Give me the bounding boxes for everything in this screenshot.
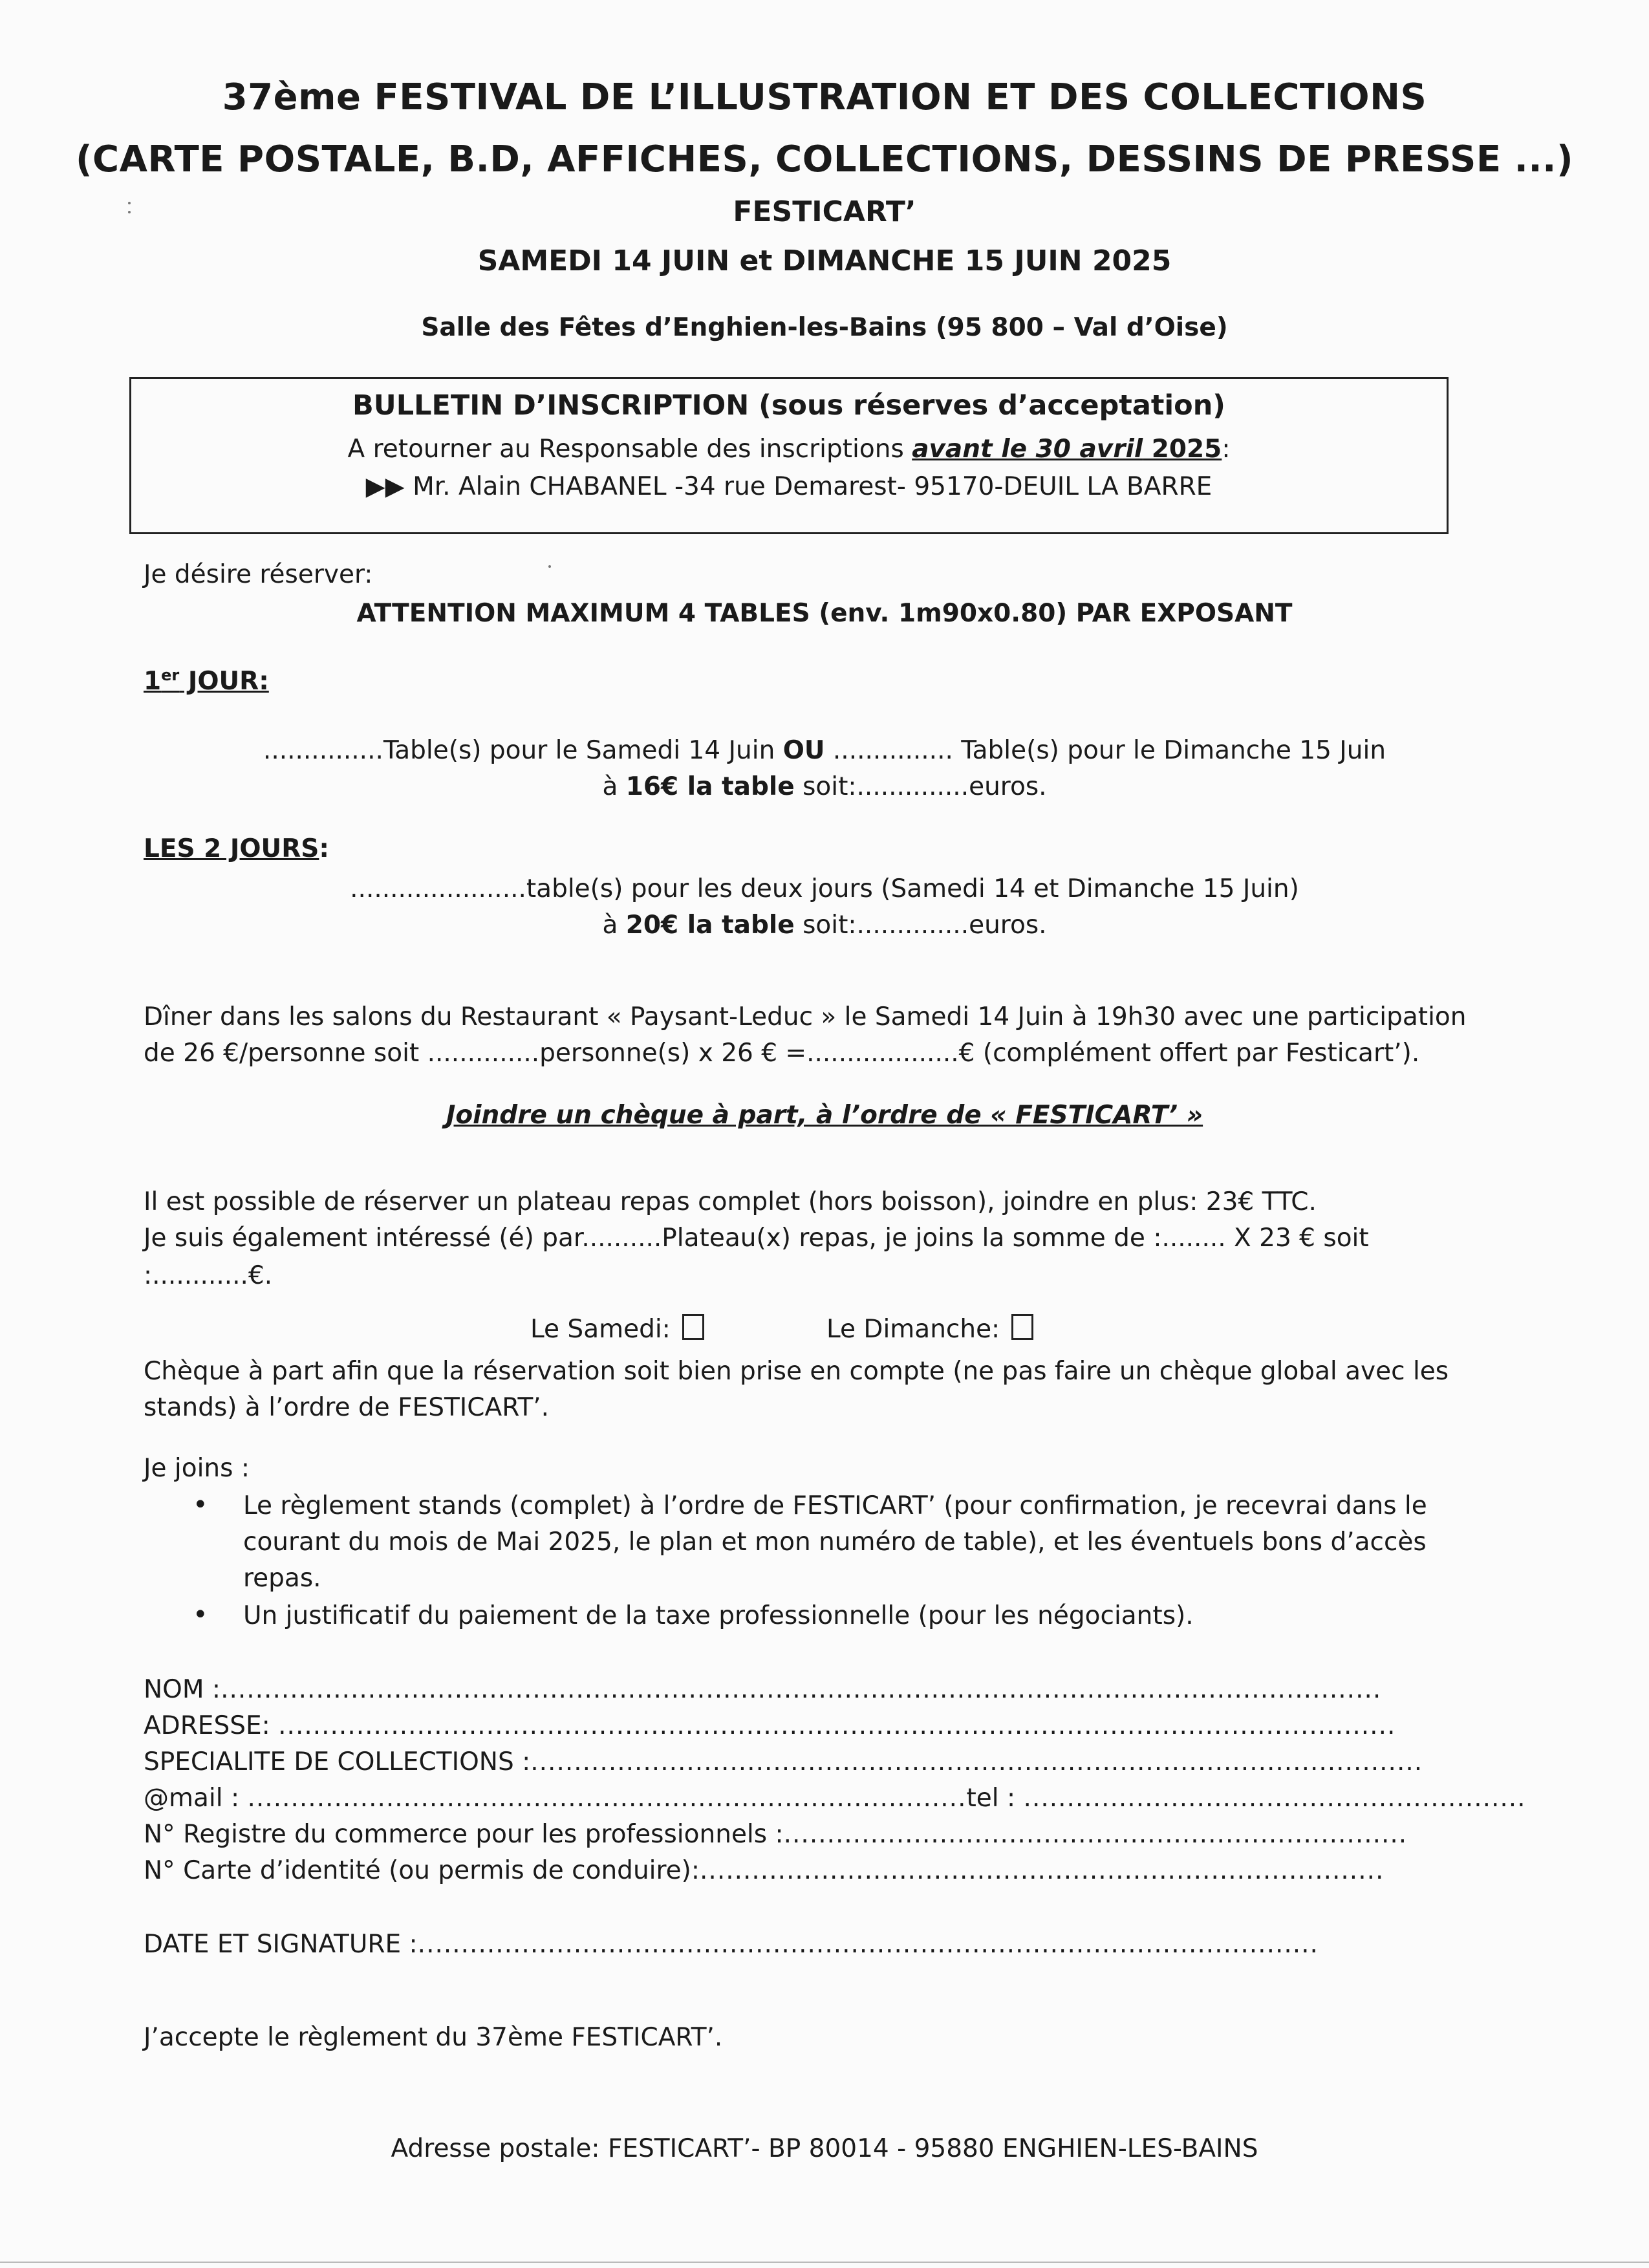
attachments-intro: Je joins : xyxy=(144,1454,250,1483)
day1-price-line xyxy=(0,772,1649,801)
tel-label: tel : xyxy=(966,1784,1016,1813)
acceptance-statement: J’accepte le règlement du 37ème FESTICART’. xyxy=(144,2023,723,2052)
saturday-label: Le Samedi: xyxy=(530,1315,671,1344)
registre-dots: ........................................................................ xyxy=(783,1820,1408,1849)
carte-field[interactable] xyxy=(144,1856,1384,1885)
adresse-label: ADRESSE: xyxy=(144,1711,270,1740)
meal-line-3: :............€. xyxy=(144,1261,273,1290)
cheque-note: Joindre un chèque à part, à l’ordre de « FESTICART’ » xyxy=(446,1101,1203,1130)
nom-dots: ...................................................................................................................................... xyxy=(221,1675,1382,1704)
return-suffix: : xyxy=(1222,435,1231,464)
nom-label: NOM : xyxy=(144,1675,221,1704)
day1-or: OU xyxy=(782,736,825,765)
day1-saturday-field: ...............Table(s) pour le Samedi 14 Juin xyxy=(263,736,783,765)
day1-label-number: 1 xyxy=(144,667,162,696)
adresse-field[interactable] xyxy=(144,1711,1396,1740)
day1-price: 16€ la table xyxy=(625,772,795,801)
day1-label-sup: er xyxy=(161,666,180,684)
bullet-icon: • xyxy=(193,1490,208,1520)
arrow-icon: ▶▶ xyxy=(365,472,405,501)
bullet-icon: • xyxy=(193,1600,208,1630)
attachment-1-line-3: repas. xyxy=(243,1564,321,1593)
registre-field[interactable] xyxy=(144,1820,1407,1849)
day1-label xyxy=(144,666,269,696)
mail-label: @mail : xyxy=(144,1784,240,1813)
return-address xyxy=(131,472,1447,501)
date-signature-dots: ........................................................................................................ xyxy=(417,1930,1319,1959)
address-text: Mr. Alain CHABANEL -34 rue Demarest- 95170-DEUIL LA BARRE xyxy=(413,472,1212,501)
venue: Salle des Fêtes d’Enghien-les-Bains (95 800 – Val d’Oise) xyxy=(421,313,1228,342)
registration-heading: BULLETIN D’INSCRIPTION (sous réserves d’acceptation) xyxy=(352,389,1225,422)
page-subtitle: (CARTE POSTALE, B.D, AFFICHES, COLLECTIONS, DESSINS DE PRESSE ...) xyxy=(75,138,1574,180)
return-deadline: avant le 30 avril xyxy=(912,435,1143,464)
nom-field[interactable] xyxy=(144,1675,1381,1704)
meal-note-1: Chèque à part afin que la réservation soit bien prise en compte (ne pas faire un chèque global avec les xyxy=(144,1357,1449,1386)
day2-tables-line: ......................table(s) pour les deux jours (Samedi 14 et Dimanche 15 Juin) xyxy=(350,874,1299,903)
date-signature-field[interactable] xyxy=(144,1930,1319,1959)
day2-price-prefix: à xyxy=(602,911,626,940)
day2-price-line xyxy=(0,911,1649,940)
meal-note-2: stands) à l’ordre de FESTICART’. xyxy=(144,1393,550,1422)
sunday-option xyxy=(826,1314,1033,1344)
attachment-1-line-2: courant du mois de Mai 2025, le plan et mon numéro de table), et les éventuels bons d’accès xyxy=(243,1528,1427,1557)
day1-tables-line xyxy=(0,736,1649,765)
meal-line-2: Je suis également intéressé (é) par..........Plateau(x) repas, je joins la somme de :........ X 23 € soit xyxy=(144,1224,1369,1253)
dinner-line-1: Dîner dans les salons du Restaurant « Paysant-Leduc » le Samedi 14 Juin à 19h30 avec une participation xyxy=(144,1002,1467,1031)
carte-dots: ............................................................................... xyxy=(700,1856,1385,1885)
postal-address-footer: Adresse postale: FESTICART’- BP 80014 - 95880 ENGHIEN-LES-BAINS xyxy=(391,2134,1258,2163)
page-title: 37ème FESTIVAL DE L’ILLUSTRATION ET DES COLLECTIONS xyxy=(222,76,1427,118)
return-prefix: A retourner au Responsable des inscriptions xyxy=(347,435,912,464)
return-year: 2025 xyxy=(1143,435,1222,464)
specialite-field[interactable] xyxy=(144,1747,1423,1777)
scan-speck xyxy=(128,211,131,213)
adresse-dots: ................................................................................................................................. xyxy=(278,1711,1396,1740)
dinner-line-2: de 26 €/personne soit ..............personne(s) x 26 € =...................€ (complément offert par Festicart’). xyxy=(144,1039,1420,1068)
day2-label xyxy=(144,834,329,863)
scan-speck xyxy=(128,202,131,204)
max-tables-warning: ATTENTION MAXIMUM 4 TABLES (env. 1m90x0.80) PAR EXPOSANT xyxy=(356,599,1293,628)
registre-label: N° Registre du commerce pour les professionnels : xyxy=(144,1820,784,1849)
day2-price: 20€ la table xyxy=(625,911,795,940)
registration-box xyxy=(129,377,1449,534)
date-signature-label: DATE ET SIGNATURE : xyxy=(144,1930,418,1959)
meal-line-1: Il est possible de réserver un plateau repas complet (hors boisson), joindre en plus: 23€ TTC. xyxy=(144,1187,1317,1216)
specialite-dots: ....................................................................................................... xyxy=(530,1747,1423,1777)
day1-label-text: JOUR: xyxy=(179,667,269,696)
event-dates: SAMEDI 14 JUIN et DIMANCHE 15 JUIN 2025 xyxy=(477,244,1172,277)
page-edge-line xyxy=(0,2262,1649,2263)
day1-price-prefix: à xyxy=(602,772,626,801)
saturday-option xyxy=(530,1314,704,1344)
day1-total-field: soit:..............euros. xyxy=(794,772,1047,801)
day2-total-field: soit:..............euros. xyxy=(794,911,1047,940)
brand-name: FESTICART’ xyxy=(733,195,916,228)
tel-dots: .......................................................... xyxy=(1023,1784,1526,1813)
mail-dots: ................................................................................... xyxy=(247,1784,967,1813)
day1-sunday-field: ............... Table(s) pour le Dimanche 15 Juin xyxy=(824,736,1386,765)
attachment-1-line-1: Le règlement stands (complet) à l’ordre de FESTICART’ (pour confirmation, je recevrai dans le xyxy=(243,1491,1427,1520)
return-instruction xyxy=(131,435,1447,464)
scan-speck xyxy=(548,565,551,568)
sunday-label: Le Dimanche: xyxy=(826,1315,1000,1344)
specialite-label: SPECIALITE DE COLLECTIONS : xyxy=(144,1747,531,1777)
carte-label: N° Carte d’identité (ou permis de conduire): xyxy=(144,1856,700,1885)
attachment-2: Un justificatif du paiement de la taxe professionnelle (pour les négociants). xyxy=(243,1601,1194,1630)
day2-label-colon: : xyxy=(319,834,329,863)
reservation-intro: Je désire réserver: xyxy=(144,560,373,589)
saturday-checkbox[interactable] xyxy=(682,1314,704,1340)
sunday-checkbox[interactable] xyxy=(1011,1314,1033,1340)
day2-label-text: LES 2 JOURS xyxy=(144,834,319,863)
mail-field[interactable] xyxy=(144,1784,1526,1813)
